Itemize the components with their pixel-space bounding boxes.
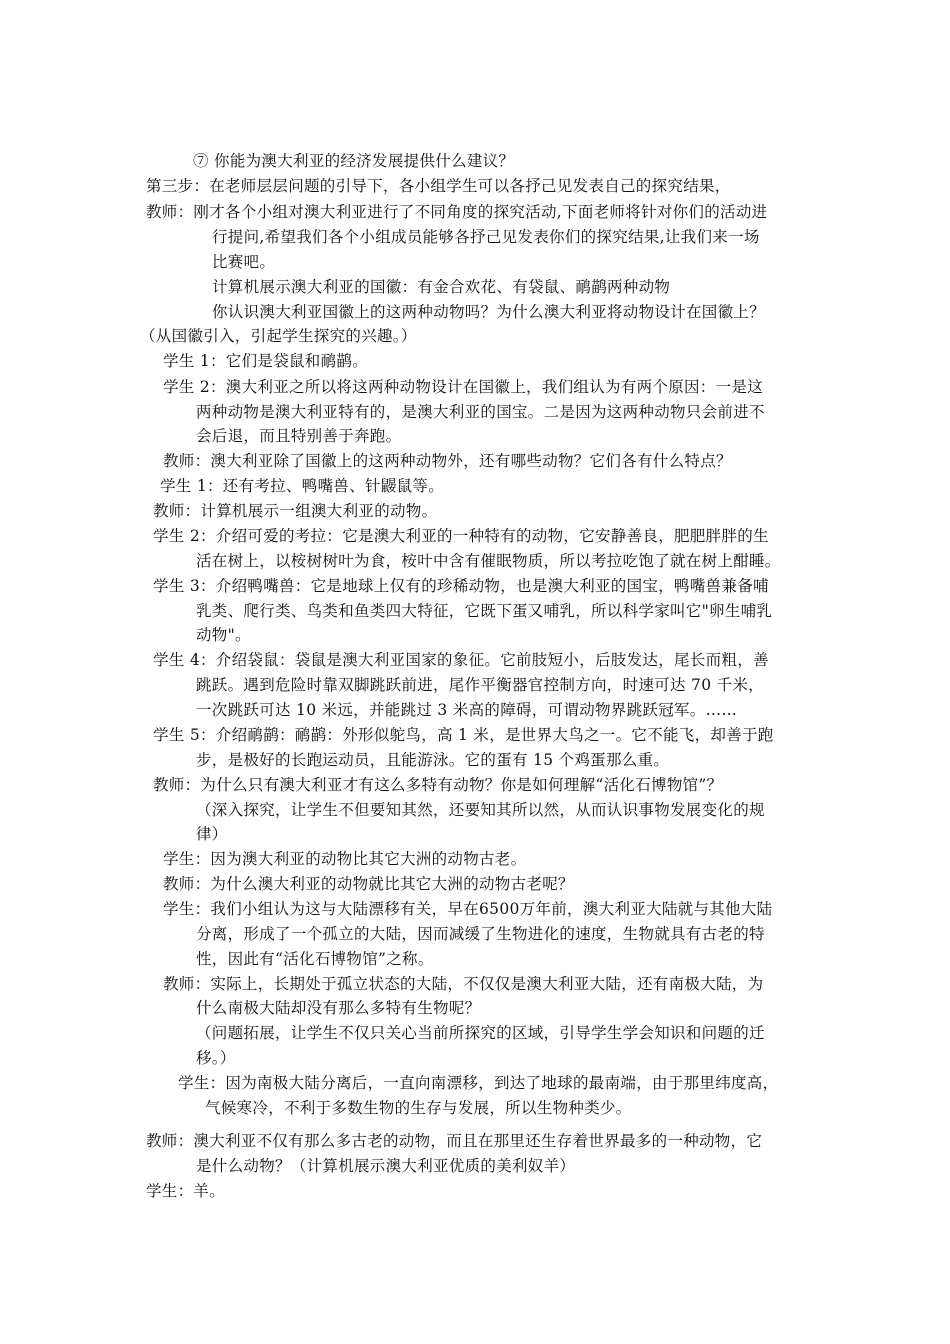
- text-line: 教师：实际上，长期处于孤立状态的大陆，不仅仅是澳大利亚大陆，还有南极大陆，为: [163, 975, 764, 993]
- text-line: 气候寒冷，不利于多数生物的生存与发展，所以生物种类少。: [205, 1099, 632, 1117]
- text-line: 学生 1：它们是袋鼠和鸸鹋。: [163, 352, 368, 370]
- text-line: 律）: [196, 825, 228, 843]
- text-line: 移。）: [196, 1049, 236, 1067]
- text-line: 比赛吧。: [212, 253, 276, 271]
- text-line: 跳跃。遇到危险时靠双脚跳跃前进，尾作平衡器官控制方向，时速可达 70 千米，: [196, 676, 764, 694]
- text-line: 学生 1：还有考拉、鸭嘴兽、针鼹鼠等。: [160, 477, 444, 495]
- text-line: 学生：因为澳大利亚的动物比其它大洲的动物古老。: [163, 850, 527, 868]
- text-line: 动物"。: [196, 626, 251, 644]
- text-line: 会后退，而且特别善于奔跑。: [196, 427, 402, 445]
- text-line: 教师：刚才各个小组对澳大利亚进行了不同角度的探究活动,下面老师将针对你们的活动进: [146, 203, 768, 221]
- text-line: 教师：澳大利亚除了国徽上的这两种动物外，还有哪些动物？它们各有什么特点？: [163, 452, 732, 470]
- text-line: （问题拓展，让学生不仅只关心当前所探究的区域，引导学生学会知识和问题的迁: [196, 1024, 765, 1042]
- text-line: 乳类、爬行类、鸟类和鱼类四大特征，它既下蛋又哺乳，所以科学家叫它"卵生哺乳: [196, 602, 773, 620]
- text-line: 两种动物是澳大利亚特有的，是澳大利亚的国宝。二是因为这两种动物只会前进不: [196, 403, 765, 421]
- text-line: 学生 2：澳大利亚之所以将这两种动物设计在国徽上，我们组认为有两个原因：一是这: [163, 378, 763, 396]
- text-line: 教师：为什么只有澳大利亚才有这么多特有动物？你是如何理解“活化石博物馆”？: [153, 776, 723, 794]
- text-line: 是什么动物？（计算机展示澳大利亚优质的美利奴羊）: [196, 1157, 576, 1175]
- text-line: 学生：我们小组认为这与大陆漂移有关，早在6500万年前，澳大利亚大陆就与其他大陆: [163, 900, 773, 918]
- text-line: 性，因此有“活化石博物馆”之称。: [196, 950, 434, 968]
- text-line: 教师：为什么澳大利亚的动物就比其它大洲的动物古老呢？: [163, 875, 574, 893]
- text-line: 学生：因为南极大陆分离后，一直向南漂移，到达了地球的最南端，由于那里纬度高，: [178, 1074, 779, 1092]
- text-line: 步，是极好的长跑运动员，且能游泳。它的蛋有 15 个鸡蛋那么重。: [196, 751, 670, 769]
- text-line: 教师：澳大利亚不仅有那么多古老的动物，而且在那里还生存着世界最多的一种动物，它: [146, 1132, 763, 1150]
- text-line: 一次跳跃可达 10 米远，并能跳过 3 米高的障碍，可谓动物界跳跃冠军。……: [196, 701, 738, 719]
- text-line: 你认识澳大利亚国徽上的这两种动物吗？为什么澳大利亚将动物设计在国徽上？: [212, 303, 766, 321]
- text-line: 第三步：在老师层层问题的引导下，各小组学生可以各抒己见发表自己的探究结果，: [146, 177, 731, 195]
- text-line: 学生 2：介绍可爱的考拉：它是澳大利亚的一种特有的动物，它安静善良，肥肥胖胖的生: [153, 527, 769, 545]
- text-line: （深入探究，让学生不但要知其然，还要知其所以然，从而认识事物发展变化的规: [196, 801, 765, 819]
- text-line: 教师：计算机展示一组澳大利亚的动物。: [153, 502, 438, 520]
- text-line: 学生 3：介绍鸭嘴兽：它是地球上仅有的珍稀动物，也是澳大利亚的国宝，鸭嘴兽兼备哺: [153, 577, 769, 595]
- text-line: 学生 4：介绍袋鼠：袋鼠是澳大利亚国家的象征。它前肢短小，后肢发达，尾长而粗，善: [153, 651, 769, 669]
- text-line: ⑦ 你能为澳大利亚的经济发展提供什么建议？: [193, 152, 515, 170]
- text-line: （从国徽引入，引起学生探究的兴趣。）: [140, 327, 417, 345]
- text-line: 计算机展示澳大利亚的国徽：有金合欢花、有袋鼠、鸸鹋两种动物: [212, 278, 671, 296]
- text-line: 分离，形成了一个孤立的大陆，因而减缓了生物进化的速度，生物就具有古老的特: [196, 925, 765, 943]
- text-line: 行提问,希望我们各个小组成员能够各抒己见发表你们的探究结果,让我们来一场: [212, 228, 760, 246]
- text-line: 活在树上，以桉树树叶为食，桉叶中含有催眠物质，所以考拉吃饱了就在树上酣睡。: [196, 552, 781, 570]
- text-line: 学生 5：介绍鸸鹋：鸸鹋：外形似鸵鸟，高 1 米，是世界大鸟之一。它不能飞，却善于跑: [153, 726, 774, 744]
- text-line: 学生：羊。: [146, 1182, 226, 1200]
- text-line: 什么南极大陆却没有那么多特有生物呢？: [196, 999, 481, 1017]
